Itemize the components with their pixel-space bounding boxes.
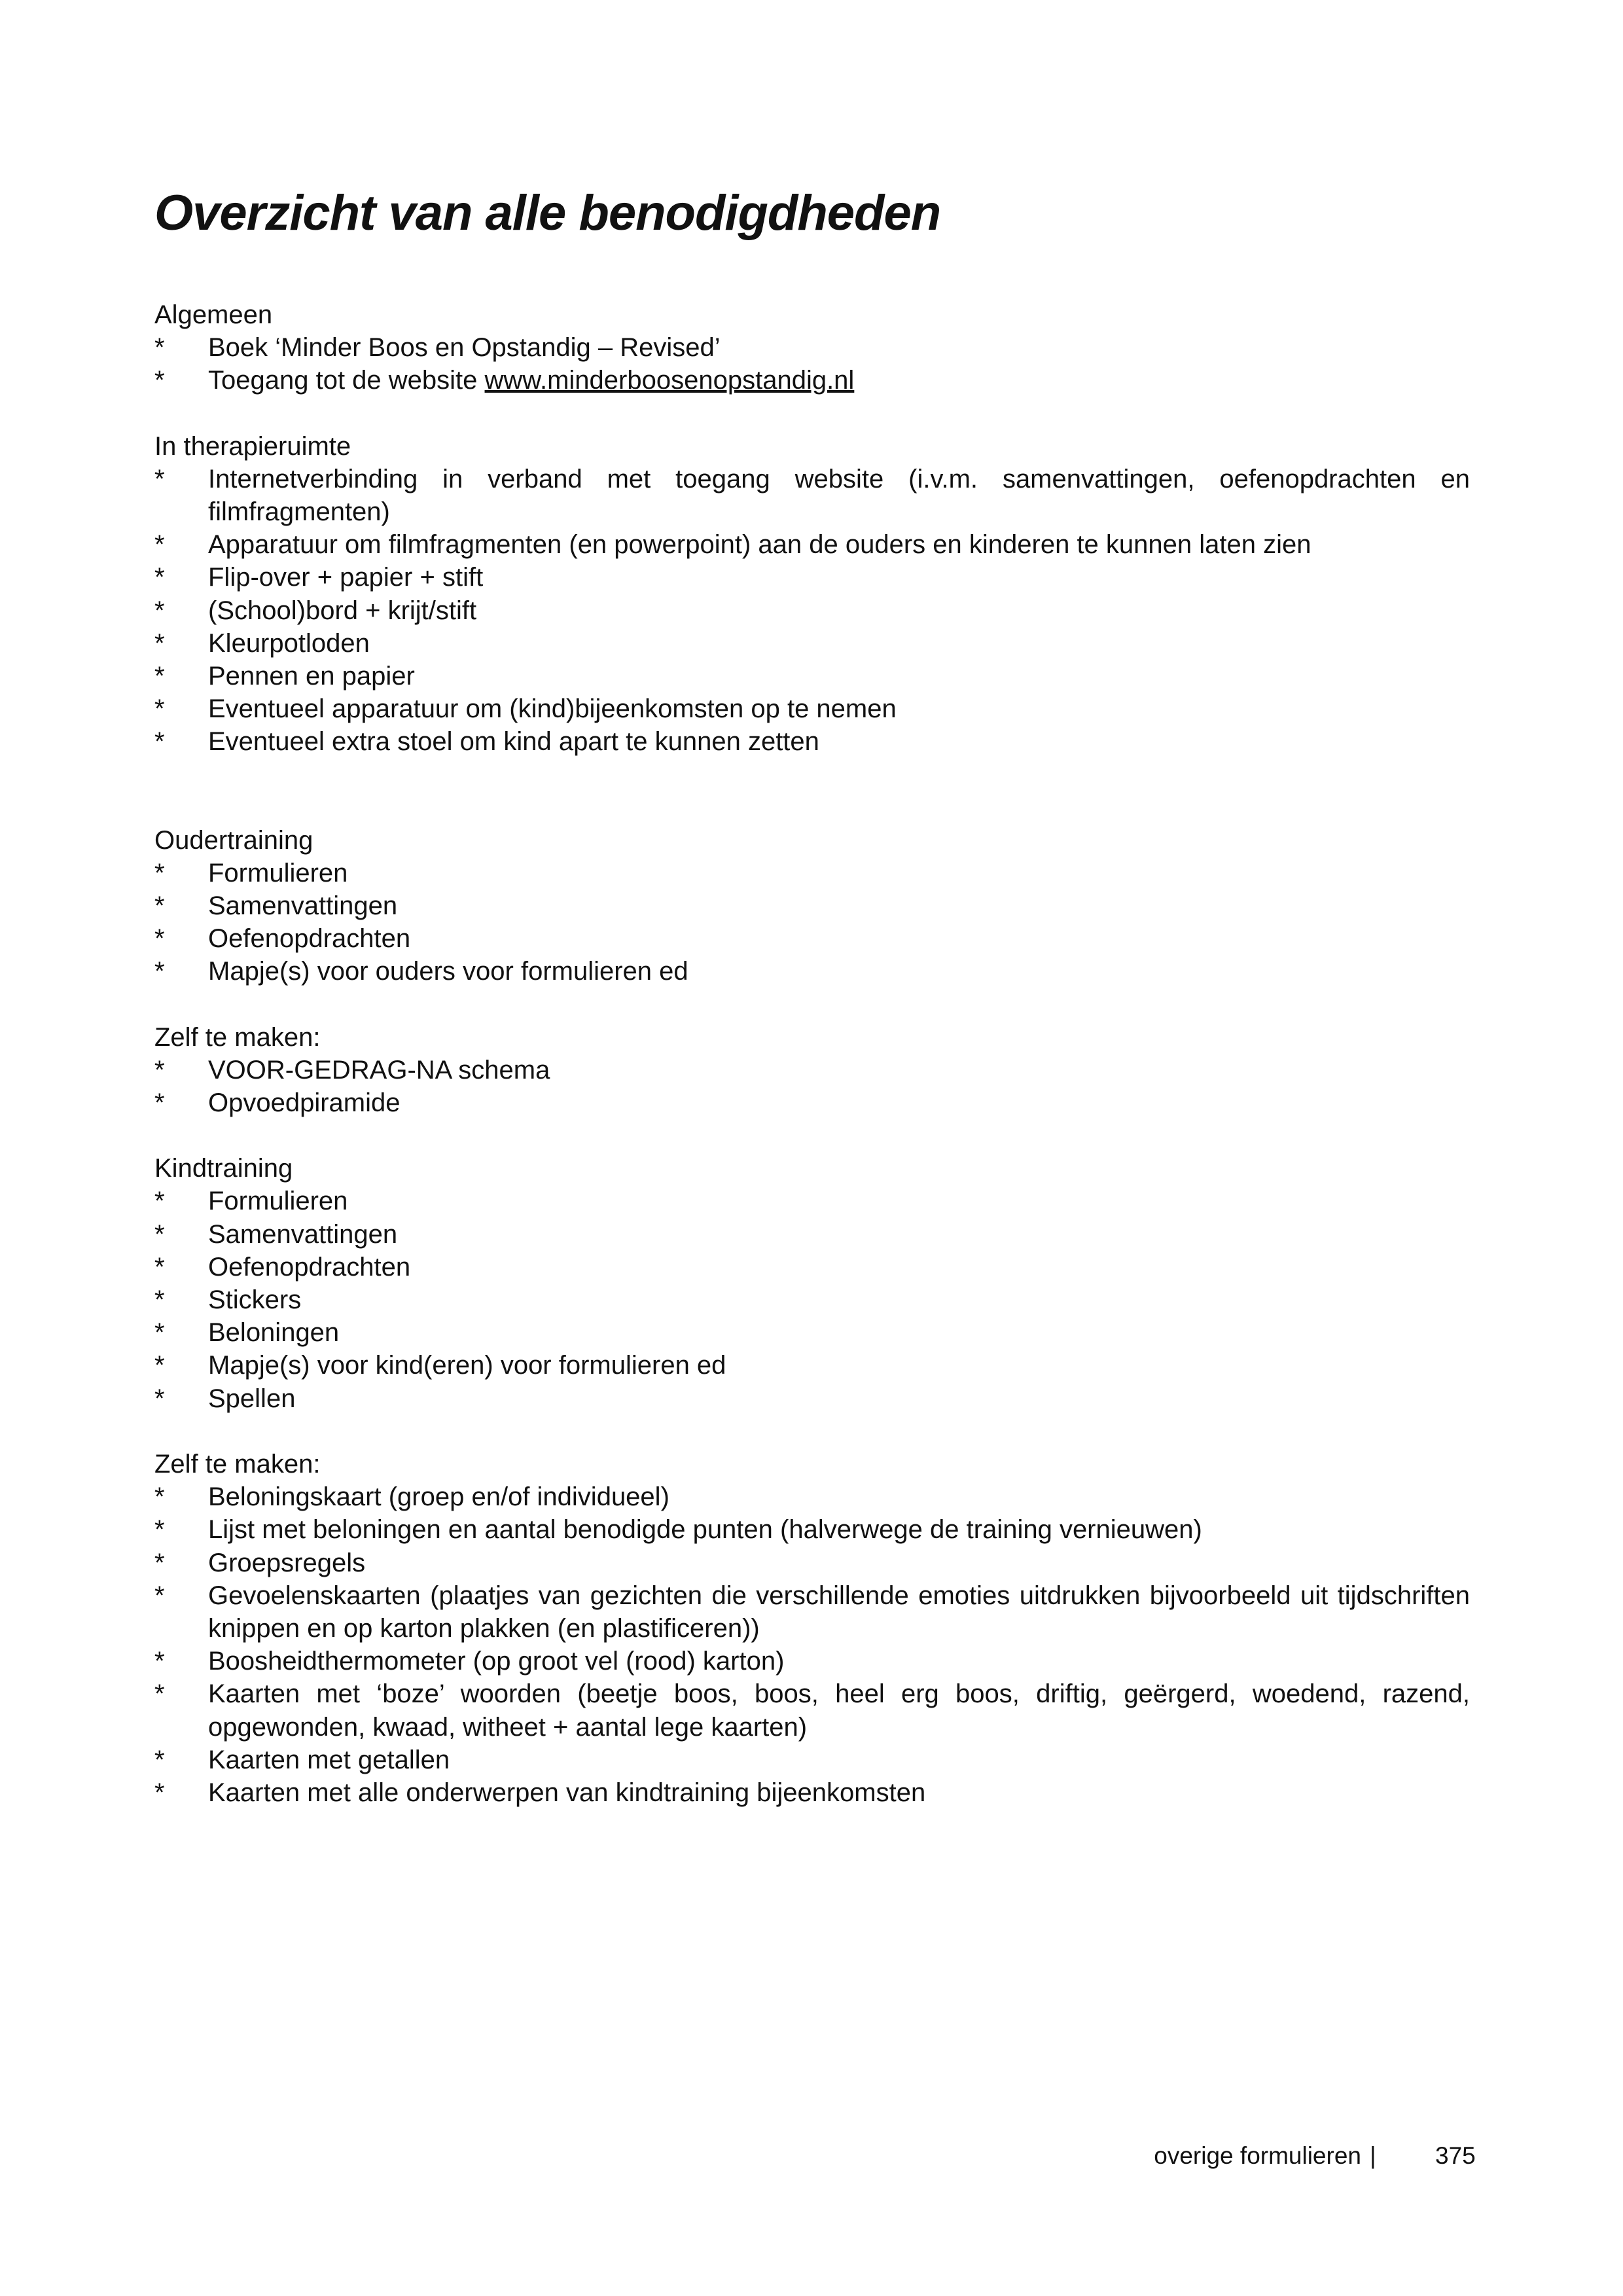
list-item-text: Apparatuur om filmfragmenten (en powerpoint) aan de ouders en kinderen te kunnen laten zien: [208, 530, 1311, 560]
list-item: [154, 692, 1470, 725]
list-item-text: Beloningskaart (groep en/of individueel): [208, 1482, 669, 1512]
bullet-marker: *: [154, 1384, 165, 1413]
list-item-text: Gevoelenskaarten (plaatjes van gezichten die verschillende emoties uitdrukken bijvoorbeeld uit tijdschriften knippen en op karton plakken (en plastificeren)): [208, 1581, 1470, 1643]
bullet-marker: *: [154, 596, 165, 625]
list-item: [154, 1349, 1470, 1382]
list-item: [154, 528, 1470, 561]
list-item-text: Formulieren: [208, 1187, 348, 1216]
list-item-text: Kaarten met alle onderwerpen van kindtraining bijeenkomsten: [208, 1778, 926, 1807]
list-item-text: Boek ‘Minder Boos en Opstandig – Revised’: [208, 333, 721, 363]
footer-separator: |: [1370, 2142, 1376, 2169]
list-item: [154, 561, 1470, 594]
section-heading: Oudertraining: [154, 825, 313, 855]
list-item: [154, 660, 1470, 692]
page-footer: [0, 2136, 1623, 2176]
footer-section-label: overige formulieren: [1154, 2142, 1361, 2169]
section-heading: Zelf te maken:: [154, 1449, 321, 1479]
section-algemeen: [154, 298, 1470, 397]
section-zelf-te-maken-ouder: [154, 1021, 1470, 1120]
list-item: [154, 1086, 1470, 1119]
list-item: [154, 1251, 1470, 1283]
bullet-marker: *: [154, 1647, 165, 1676]
bullet-marker: *: [154, 1055, 165, 1085]
list-item: [154, 857, 1470, 889]
section-zelf-te-maken-kind: [154, 1448, 1470, 1809]
section-oudertraining: [154, 824, 1470, 988]
list-item-text: Boosheidthermometer (op groot vel (rood) karton): [208, 1647, 785, 1676]
list-item: [154, 1579, 1470, 1645]
bullet-marker: *: [154, 1581, 165, 1610]
list-item-text: Oefenopdrachten: [208, 924, 411, 954]
list-item-text: Pennen en papier: [208, 662, 415, 691]
bullet-marker: *: [154, 858, 165, 888]
section-heading: Kindtraining: [154, 1154, 293, 1183]
bullet-marker: *: [154, 1548, 165, 1577]
list-item: [154, 1776, 1470, 1809]
list-item: [154, 725, 1470, 758]
bullet-marker: *: [154, 957, 165, 986]
bullet-marker: *: [154, 563, 165, 592]
bullet-marker: *: [154, 530, 165, 560]
list-item-text: Samenvattingen: [208, 1219, 398, 1249]
list-item-text: Eventueel apparatuur om (kind)bijeenkomsten op te nemen: [208, 694, 897, 724]
section-heading: In therapieruimte: [154, 431, 351, 461]
list-item-text: Eventueel extra stoel om kind apart te kunnen zetten: [208, 727, 819, 757]
list-item-text: Kaarten met ‘boze’ woorden (beetje boos, boos, heel erg boos, driftig, geërgerd, woedend, razend, opgewonden, kwaad, witheet + aantal lege kaarten): [208, 1679, 1470, 1742]
list-item-text: Kleurpotloden: [208, 628, 370, 658]
bullet-marker: *: [154, 1219, 165, 1249]
bullet-marker: *: [154, 1252, 165, 1282]
section-heading: Algemeen: [154, 300, 273, 329]
list-item-text: Formulieren: [208, 858, 348, 888]
list-item: [154, 1744, 1470, 1776]
list-item-text: Oefenopdrachten: [208, 1252, 411, 1282]
document-body: [154, 298, 1470, 1809]
bullet-marker: *: [154, 1515, 165, 1545]
list-item-text: Samenvattingen: [208, 891, 398, 921]
list-item: [154, 1316, 1470, 1349]
bullet-marker: *: [154, 1088, 165, 1118]
list-item: [154, 463, 1470, 528]
list-item: [154, 1513, 1470, 1546]
list-item-text: VOOR-GEDRAG-NA schema: [208, 1055, 550, 1085]
list-item-text: [208, 364, 1470, 397]
bullet-marker: *: [154, 1679, 165, 1709]
list-item: [154, 1054, 1470, 1086]
bullet-marker: *: [154, 1778, 165, 1807]
list-item: [154, 1547, 1470, 1579]
list-item-text: (School)bord + krijt/stift: [208, 596, 477, 625]
list-item: [154, 889, 1470, 922]
list-item: [154, 955, 1470, 988]
list-item: [154, 331, 1470, 364]
bullet-marker: *: [154, 366, 165, 395]
section-kindtraining: [154, 1152, 1470, 1415]
bullet-marker: *: [154, 694, 165, 724]
bullet-marker: *: [154, 464, 165, 493]
list-item: [154, 627, 1470, 660]
list-item-text: Stickers: [208, 1285, 302, 1315]
list-item: [154, 1645, 1470, 1677]
list-item: [154, 1382, 1470, 1415]
list-item-text: Kaarten met getallen: [208, 1745, 450, 1774]
list-item-text: Beloningen: [208, 1318, 340, 1348]
bullet-marker: *: [154, 891, 165, 921]
list-item: [154, 1185, 1470, 1217]
website-access-text: Toegang tot de website: [208, 366, 478, 395]
list-item-text: Flip-over + papier + stift: [208, 563, 484, 592]
bullet-marker: *: [154, 333, 165, 363]
list-item: [154, 594, 1470, 627]
list-item: [154, 364, 1470, 397]
bullet-marker: *: [154, 628, 165, 658]
page-title: Overzicht van alle benodigdheden: [154, 185, 941, 241]
list-item-text: Opvoedpiramide: [208, 1088, 401, 1118]
list-item-text: Lijst met beloningen en aantal benodigde punten (halverwege de training vernieuwen): [208, 1515, 1202, 1545]
list-item: [154, 1677, 1470, 1743]
list-item-text: Mapje(s) voor ouders voor formulieren ed: [208, 957, 688, 986]
bullet-marker: *: [154, 1318, 165, 1348]
list-item: [154, 1480, 1470, 1513]
section-therapieruimte: [154, 430, 1470, 759]
list-item-text: Groepsregels: [208, 1548, 366, 1577]
website-link[interactable]: www.minderboosenopstandig.nl: [484, 366, 855, 395]
bullet-marker: *: [154, 924, 165, 954]
list-item-text: Internetverbinding in verband met toegang website (i.v.m. samenvattingen, oefenopdrachten en filmfragmenten): [208, 464, 1470, 527]
page-number: 375: [1435, 2142, 1476, 2169]
list-item: [154, 1283, 1470, 1316]
bullet-marker: *: [154, 1351, 165, 1380]
list-item-text: Spellen: [208, 1384, 296, 1413]
list-item: [154, 1218, 1470, 1251]
bullet-marker: *: [154, 1745, 165, 1774]
bullet-marker: *: [154, 1187, 165, 1216]
section-heading: Zelf te maken:: [154, 1022, 321, 1052]
list-item-text: Mapje(s) voor kind(eren) voor formulieren ed: [208, 1351, 726, 1380]
bullet-marker: *: [154, 1285, 165, 1315]
bullet-marker: *: [154, 662, 165, 691]
list-item: [154, 922, 1470, 955]
bullet-marker: *: [154, 727, 165, 757]
bullet-marker: *: [154, 1482, 165, 1512]
